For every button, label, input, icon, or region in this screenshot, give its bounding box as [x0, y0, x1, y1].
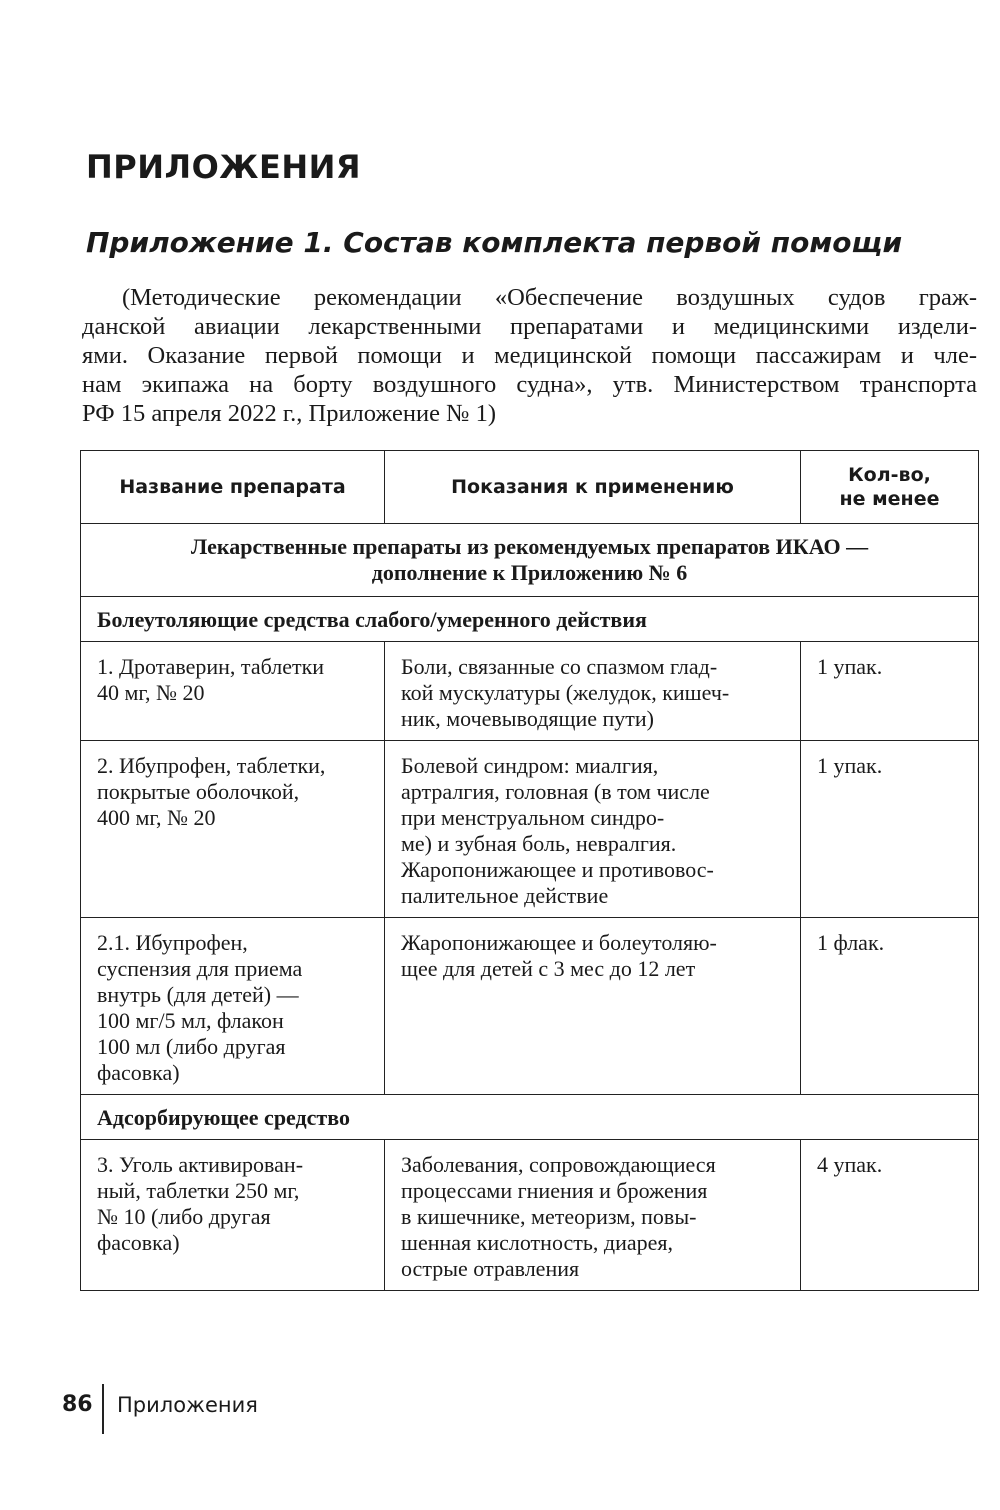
indications-cell-line: Жаропонижающее и болеутоляю- [401, 930, 717, 955]
drug-name-cell-line: внутрь (для детей) — [97, 982, 299, 1007]
drug-name-cell-line: ный, таблетки 250 мг, [97, 1178, 300, 1203]
indications-cell-line: процессами гниения и брожения [401, 1178, 708, 1203]
appendix-title: Приложение 1. Состав комплекта первой помощи [86, 226, 903, 259]
indications-cell-line: ме) и зубная боль, невралгия. [401, 831, 677, 856]
table-row [81, 918, 979, 1095]
indications-cell-line: Боли, связанные со спазмом глад- [401, 654, 718, 679]
drug-name-cell-line: фасовка) [97, 1230, 180, 1255]
indications-cell-line: артралгия, головная (в том числе [401, 779, 710, 804]
section-title-line: Лекарственные препараты из рекомендуемых препаратов ИКАО — [190, 534, 869, 559]
table-group-row [81, 1095, 979, 1140]
drug-name-cell [81, 918, 385, 1095]
column-header-name: Название препарата [81, 451, 385, 524]
footer-divider [102, 1384, 104, 1434]
quantity-cell: 1 упак. [801, 741, 979, 918]
intro-line: нам экипажа на борту воздушного судна», утв. Министерством транспорта [82, 371, 977, 398]
table-row [81, 642, 979, 741]
intro-line: (Методические рекомендации «Обеспечение воздушных судов граж- [122, 284, 977, 311]
page-title: ПРИЛОЖЕНИЯ [86, 148, 362, 186]
indications-cell-line: щее для детей с 3 мес до 12 лет [401, 956, 696, 981]
column-header-quantity-line: не менее [839, 488, 940, 510]
column-header-indications: Показания к применению [385, 451, 801, 524]
quantity-cell: 1 упак. [801, 642, 979, 741]
drug-name-cell-line: 3. Уголь активирован- [97, 1152, 304, 1177]
indications-cell-line: Жаропонижающее и противовос- [401, 857, 714, 882]
drug-name-cell-line: № 10 (либо другая [97, 1204, 271, 1229]
table-header-row [81, 451, 979, 524]
indications-cell [385, 741, 801, 918]
drug-name-cell-line: покрытые оболочкой, [97, 779, 300, 804]
page-number: 86 [62, 1392, 93, 1417]
indications-cell-line: ник, мочевыводящие пути) [401, 706, 654, 731]
indications-cell-line: Болевой синдром: миалгия, [401, 753, 659, 778]
intro-line: данской авиации лекарственными препаратами и медицинскими издели- [82, 313, 977, 340]
group-title-analgesics: Болеутоляющие средства слабого/умеренного действия [81, 597, 979, 642]
drug-name-cell-line: 400 мг, № 20 [97, 805, 216, 830]
column-header-quantity-line: Кол-во, [848, 464, 931, 486]
indications-cell [385, 642, 801, 741]
section-title [81, 524, 979, 597]
indications-cell-line: шенная кислотность, диарея, [401, 1230, 674, 1255]
indications-cell-line: кой мускулатуры (желудок, кишеч- [401, 680, 730, 705]
drug-name-cell-line: фасовка) [97, 1060, 180, 1085]
drug-name-cell-line: 2.1. Ибупрофен, [97, 930, 248, 955]
drug-name-cell-line: 100 мл (либо другая [97, 1034, 286, 1059]
intro-paragraph [82, 283, 977, 428]
drug-name-cell [81, 741, 385, 918]
indications-cell [385, 918, 801, 1095]
indications-cell [385, 1140, 801, 1291]
table-row [81, 741, 979, 918]
section-title-line: дополнение к Приложению № 6 [371, 560, 688, 585]
indications-cell-line: палительное действие [401, 883, 609, 908]
first-aid-kit-table [80, 450, 979, 1291]
table-section-row [81, 524, 979, 597]
table-row [81, 1140, 979, 1291]
drug-name-cell-line: 40 мг, № 20 [97, 680, 205, 705]
indications-cell-line: при менструальном синдро- [401, 805, 665, 830]
indications-cell-line: в кишечнике, метеоризм, повы- [401, 1204, 697, 1229]
drug-name-cell-line: 100 мг/5 мл, флакон [97, 1008, 284, 1033]
drug-name-cell [81, 642, 385, 741]
column-header-quantity [801, 451, 979, 524]
drug-name-cell [81, 1140, 385, 1291]
indications-cell-line: острые отравления [401, 1256, 580, 1281]
drug-name-cell-line: 1. Дротаверин, таблетки [97, 654, 325, 679]
running-footer-section: Приложения [117, 1393, 258, 1417]
indications-cell-line: Заболевания, сопровождающиеся [401, 1152, 716, 1177]
intro-line: ями. Оказание первой помощи и медицинской помощи пассажирам и чле- [82, 342, 977, 369]
quantity-cell: 4 упак. [801, 1140, 979, 1291]
intro-line: РФ 15 апреля 2022 г., Приложение № 1) [82, 400, 497, 427]
quantity-cell: 1 флак. [801, 918, 979, 1095]
table-group-row [81, 597, 979, 642]
group-title-adsorbent: Адсорбирующее средство [81, 1095, 979, 1140]
drug-name-cell-line: 2. Ибупрофен, таблетки, [97, 753, 326, 778]
drug-name-cell-line: суспензия для приема [97, 956, 303, 981]
